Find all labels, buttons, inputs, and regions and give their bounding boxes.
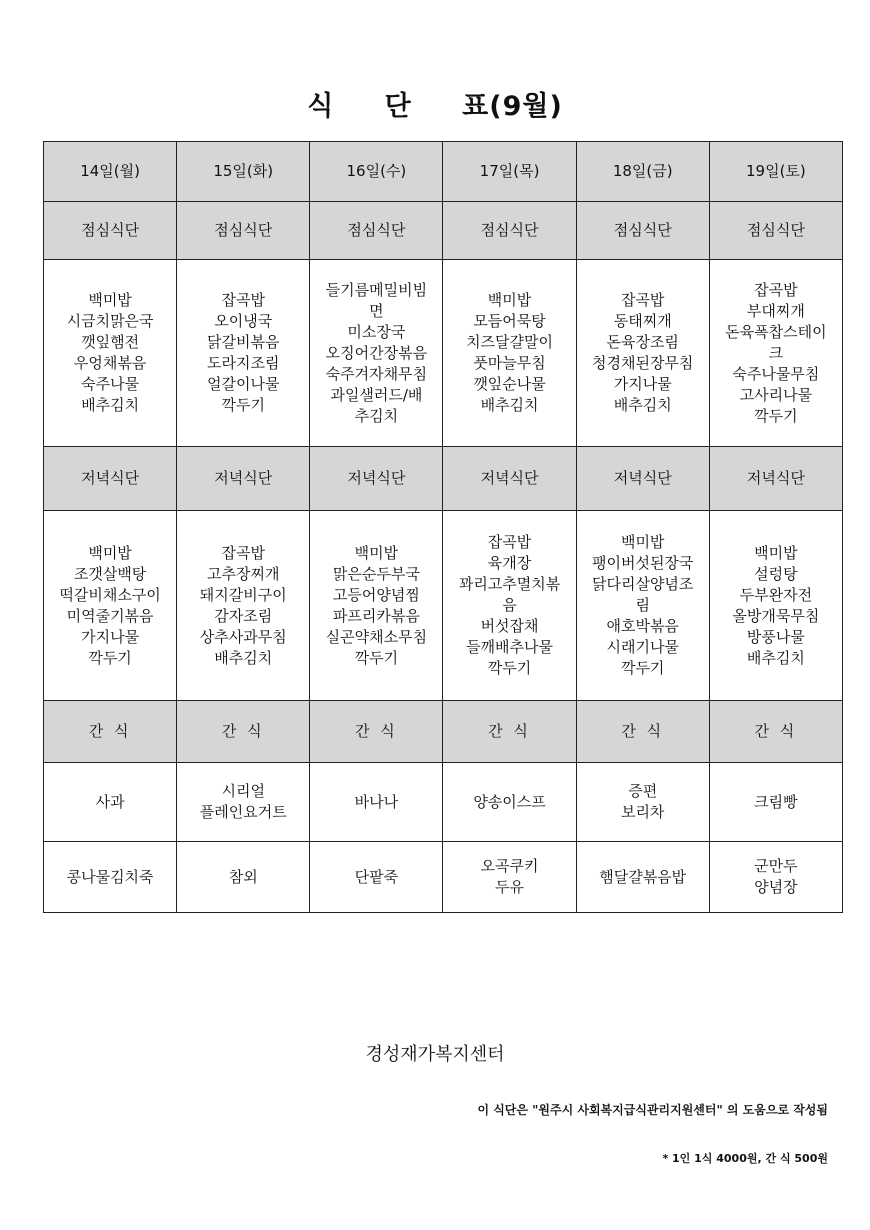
dish-item: 꽈리고추멸치볶: [458, 575, 561, 593]
dish-list: [179, 867, 307, 888]
dish-item: 고추장찌개: [207, 564, 280, 583]
dish-item: 가지나물: [81, 627, 140, 646]
dish-item: 들깨배추나물: [466, 638, 554, 656]
snack-cell: [576, 842, 709, 913]
snack-cell: [443, 842, 576, 913]
dish-item: 돼지갈비구이: [199, 585, 287, 604]
dish-list: [579, 290, 707, 416]
dish-list: [579, 781, 707, 823]
dish-item: 면: [369, 301, 384, 320]
dinner-label: 저녁식단: [709, 447, 842, 511]
dish-item: 백미밥: [354, 543, 399, 562]
dish-item: 양송이스프: [473, 792, 546, 811]
snack-cell: [310, 763, 443, 842]
dish-list: [445, 792, 573, 813]
snack-cell: [709, 842, 842, 913]
dish-item: 조갯살백탕: [73, 564, 147, 583]
dish-item: 애호박볶음: [606, 617, 679, 635]
dish-item: 백미밥: [88, 291, 132, 309]
dish-item: 증편: [628, 782, 658, 800]
lunch-label: 점심식단: [576, 202, 709, 260]
dish-list: [312, 543, 440, 669]
dinner-label: 저녁식단: [443, 447, 576, 511]
lunch-label: 점심식단: [177, 202, 310, 260]
dish-item: 백미밥: [754, 543, 798, 562]
dish-list: [179, 543, 307, 669]
dish-item: 치즈달걀말이: [466, 333, 554, 351]
dish-item: 가지나물: [613, 375, 672, 393]
dish-item: 도라지조림: [207, 354, 280, 372]
lunch-label: 점심식단: [44, 202, 177, 260]
dish-item: 오곡쿠키: [480, 857, 539, 875]
dish-item: 바나나: [354, 792, 399, 811]
dish-list: [712, 792, 840, 813]
dish-item: 단팥죽: [354, 867, 399, 886]
snack-label: 간 식: [177, 701, 310, 763]
dish-list: [579, 532, 707, 679]
dish-item: 설렁탕: [754, 564, 798, 583]
lunch-label: 점심식단: [709, 202, 842, 260]
dinner-cell: [443, 511, 576, 701]
snack-label: 간 식: [44, 701, 177, 763]
dinner-cell: [177, 511, 310, 701]
dish-item: 깻잎순나물: [473, 375, 546, 393]
snack-label-row: [44, 701, 843, 763]
lunch-cell: [709, 260, 842, 447]
snack-label: 간 식: [576, 701, 709, 763]
lunch-label: 점심식단: [443, 202, 576, 260]
dish-item: 크: [768, 343, 784, 362]
dish-item: 배추김치: [480, 396, 539, 414]
dish-list: [712, 543, 840, 669]
lunch-label-row: [44, 202, 843, 260]
dish-list: [579, 867, 707, 888]
dish-item: 사과: [95, 792, 125, 811]
dish-item: 배추김치: [613, 396, 672, 414]
lunch-cell: [44, 260, 177, 447]
dish-item: 오이냉국: [214, 312, 273, 330]
snack-cell: [44, 763, 177, 842]
dish-item: 백미밥: [487, 291, 532, 309]
dish-list: [179, 290, 307, 416]
dinner-cell: [310, 511, 443, 701]
dish-item: 닭다리살양념조: [591, 575, 694, 593]
dish-item: 시리얼: [221, 782, 265, 800]
lunch-cell: [177, 260, 310, 447]
day-header-sat: 19일(토): [709, 142, 842, 202]
dish-item: 잡곡밥: [620, 291, 665, 309]
dish-item: 우엉채볶음: [73, 354, 147, 372]
center-name: 경성재가복지센터: [365, 1044, 505, 1065]
dish-item: 올방개묵무침: [732, 606, 820, 625]
dinner-label: 저녁식단: [576, 447, 709, 511]
day-header-wed: 16일(수): [310, 142, 443, 202]
dinner-label: 저녁식단: [310, 447, 443, 511]
lunch-cell: [576, 260, 709, 447]
dish-item: 미소장국: [347, 322, 406, 341]
dish-item: 파프리카볶음: [332, 606, 420, 625]
dish-item: 들기름메밀비빔: [325, 280, 428, 299]
day-header-fri: 18일(금): [576, 142, 709, 202]
dish-item: 방풍나물: [746, 627, 805, 646]
dish-item: 참외: [228, 867, 258, 886]
dish-item: 실곤약채소무침: [325, 627, 428, 646]
dish-item: 깍두기: [754, 406, 798, 425]
dish-item: 부대찌개: [746, 301, 805, 320]
snack-cell: [709, 763, 842, 842]
dish-item: 깍두기: [354, 648, 399, 667]
dish-list: [712, 856, 840, 898]
dinner-label-row: [44, 447, 843, 511]
dish-item: 오징어간장볶음: [325, 343, 428, 362]
dish-item: 햄달걀볶음밥: [599, 867, 687, 886]
dish-item: 고등어양념찜: [332, 585, 420, 604]
dish-list: [46, 792, 174, 813]
dish-item: 크림빵: [754, 792, 798, 811]
dish-item: 얼갈이나물: [207, 375, 280, 393]
day-header-thu: 17일(목): [443, 142, 576, 202]
dish-item: 팽이버섯된장국: [591, 554, 694, 572]
dish-item: 상추사과무침: [199, 627, 287, 646]
snack-menu-row-2: [44, 842, 843, 913]
dish-item: 모듬어묵탕: [473, 312, 546, 330]
dish-list: [312, 867, 440, 888]
snack-cell: [44, 842, 177, 913]
dish-item: 두유: [495, 878, 525, 896]
dish-item: 시금치맑은국: [66, 312, 154, 330]
dish-item: 깍두기: [620, 659, 665, 677]
snack-cell: [576, 763, 709, 842]
meal-plan-table: [43, 141, 843, 913]
dish-item: 군만두: [754, 857, 798, 875]
dish-item: 떡갈비채소구이: [59, 585, 161, 604]
dish-item: 돈육폭찹스테이: [725, 322, 827, 341]
day-header-row: [44, 142, 843, 202]
dish-item: 두부완자전: [739, 585, 813, 604]
dish-item: 고사리나물: [739, 385, 813, 404]
dish-item: 돈육장조림: [606, 333, 679, 351]
dinner-menu-row: [44, 511, 843, 701]
dish-list: [445, 532, 573, 679]
dish-item: 배추김치: [746, 648, 805, 667]
lunch-label: 점심식단: [310, 202, 443, 260]
page-title: 식 단 표(9월): [307, 91, 563, 122]
snack-menu-row-1: [44, 763, 843, 842]
dish-item: 숙주나물: [81, 375, 140, 393]
lunch-cell: [310, 260, 443, 447]
dinner-label: 저녁식단: [44, 447, 177, 511]
day-header-mon: 14일(월): [44, 142, 177, 202]
dish-item: 숙주겨자채무침: [325, 364, 428, 383]
dish-item: 콩나물김치죽: [66, 867, 154, 886]
dinner-cell: [44, 511, 177, 701]
dish-item: 깻잎햄전: [81, 333, 140, 351]
dish-item: 과일샐러드/배: [330, 385, 423, 404]
dish-list: [179, 781, 307, 823]
dish-item: 잡곡밥: [221, 543, 265, 562]
dish-item: 깍두기: [221, 396, 265, 414]
dish-item: 미역줄기볶음: [66, 606, 154, 625]
dish-item: 감자조림: [214, 606, 273, 625]
dish-item: 음: [502, 596, 517, 614]
dish-item: 배추김치: [81, 396, 140, 414]
dish-item: 보리차: [620, 803, 665, 821]
day-header-tue: 15일(화): [177, 142, 310, 202]
lunch-menu-row: [44, 260, 843, 447]
dish-list: [445, 290, 573, 416]
lunch-cell: [443, 260, 576, 447]
dish-item: 맑은순두부국: [332, 564, 420, 583]
dish-item: 숙주나물무침: [732, 364, 820, 383]
price-note: * 1인 1식 4000원, 간 식 500원: [662, 1152, 828, 1165]
snack-cell: [310, 842, 443, 913]
dish-item: 풋마늘무침: [473, 354, 546, 372]
dish-list: [46, 867, 174, 888]
dish-list: [312, 280, 440, 427]
dish-list: [46, 290, 174, 416]
footnote: 이 식단은 "원주시 사회복지급식관리지원센터" 의 도움으로 작성됨: [477, 1103, 828, 1117]
dish-item: 깍두기: [88, 648, 132, 667]
dish-list: [712, 280, 840, 427]
dish-item: 잡곡밥: [221, 291, 265, 309]
dish-item: 청경채된장무침: [591, 354, 694, 372]
dish-item: 양념장: [754, 878, 798, 896]
dinner-label: 저녁식단: [177, 447, 310, 511]
snack-label: 간 식: [709, 701, 842, 763]
snack-label: 간 식: [443, 701, 576, 763]
dish-list: [46, 543, 174, 669]
dish-item: 육개장: [487, 554, 532, 572]
snack-cell: [177, 763, 310, 842]
dish-item: 추김치: [354, 406, 399, 425]
dish-item: 닭갈비볶음: [207, 333, 280, 351]
dish-item: 시래기나물: [606, 638, 679, 656]
dish-item: 배추김치: [214, 648, 273, 667]
dish-item: 림: [635, 596, 650, 614]
dinner-cell: [709, 511, 842, 701]
dish-item: 버섯잡채: [480, 617, 539, 635]
dish-item: 동태찌개: [613, 312, 672, 330]
dish-item: 백미밥: [88, 543, 132, 562]
dish-list: [312, 792, 440, 813]
dinner-cell: [576, 511, 709, 701]
dish-list: [445, 856, 573, 898]
snack-label: 간 식: [310, 701, 443, 763]
dish-item: 잡곡밥: [487, 533, 532, 551]
dish-item: 잡곡밥: [754, 280, 798, 299]
snack-cell: [177, 842, 310, 913]
snack-cell: [443, 763, 576, 842]
dish-item: 플레인요거트: [199, 803, 287, 821]
dish-item: 깍두기: [487, 659, 532, 677]
dish-item: 백미밥: [620, 533, 665, 551]
